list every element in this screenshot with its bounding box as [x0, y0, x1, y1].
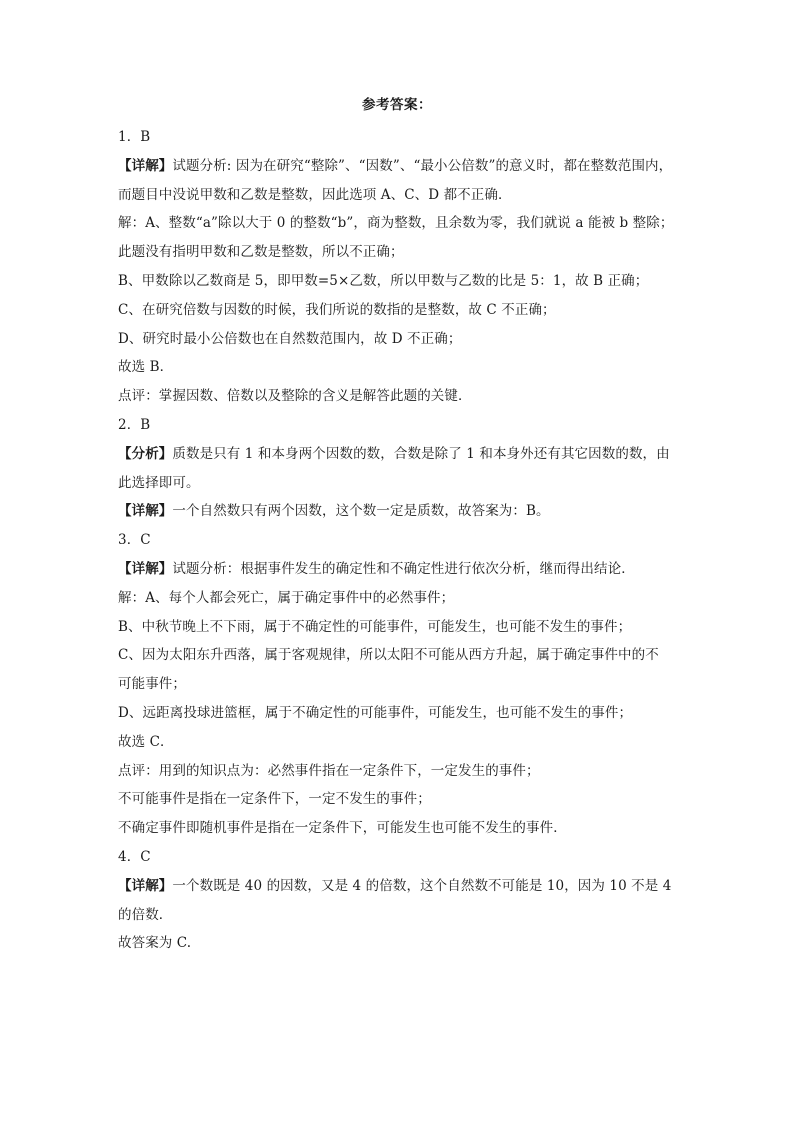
- answer-1-line: 而题目中没说甲数和乙数是整数，因此选项 A、C、D 都不正确．: [118, 186, 512, 203]
- detail-tag: 【详解】: [118, 877, 173, 894]
- answer-1-line: B、甲数除以乙数商是 5，即甲数=5×乙数，所以甲数与乙数的比是 5：1，故 B 正确；: [118, 272, 649, 289]
- answer-3-comment: 点评：用到的知识点为：必然事件指在一定条件下，一定发生的事件；: [118, 762, 540, 779]
- answer-1-line: 此题没有指明甲数和乙数是整数，所以不正确；: [118, 244, 404, 261]
- answer-1-line: C、在研究倍数与因数的时候，我们所说的数指的是整数，故 C 不正确；: [118, 301, 556, 318]
- answer-4-line: 的倍数．: [118, 906, 173, 923]
- answer-4-heading: 4．C: [118, 848, 151, 865]
- answer-3-line: 可能事件；: [118, 676, 186, 693]
- answer-2-detail-line: 【详解】一个自然数只有两个因数，这个数一定是质数，故答案为：B。: [118, 503, 550, 520]
- answer-2-analysis-line: 【分析】质数是只有 1 和本身两个因数的数，合数是除了 1 和本身外还有其它因数的数，由: [118, 445, 670, 462]
- answer-3-line: 不确定事件即随机事件是指在一定条件下，可能发生也可能不发生的事件．: [118, 820, 567, 837]
- answer-3-heading: 3．C: [118, 532, 151, 549]
- detail-tag: 【详解】: [118, 560, 173, 577]
- answer-3-line: D、远距离投球进篮框，属于不确定性的可能事件，可能发生，也可能不发生的事件；: [118, 704, 633, 721]
- answer-body: [118, 127, 676, 953]
- answer-3-line: 不可能事件是指在一定条件下，一定不发生的事件；: [118, 791, 431, 808]
- answer-4-line: 故答案为 C.: [118, 935, 192, 952]
- answer-3-line: 解：A、每个人都会死亡，属于确定事件中的必然事件；: [118, 589, 455, 606]
- detail-tag: 【详解】: [118, 157, 173, 174]
- answer-3-line: C、因为太阳东升西落，属于客观规律，所以太阳不可能从西方升起，属于确定事件中的不: [118, 647, 659, 664]
- answer-1-line: 解：A、整数“a”除以大于 0 的整数“b”，商为整数，且余数为零，我们就说 a 能被 b 整除；: [118, 215, 674, 232]
- answer-1-line: D、研究时最小公倍数也在自然数范围内，故 D 不正确；: [118, 330, 462, 347]
- page-title: 参考答案：: [362, 97, 432, 113]
- answer-2-line: 此选择即可。: [118, 474, 200, 491]
- answer-1-detail-line: 【详解】试题分析: 因为在研究“整除”、“因数”、“最小公倍数”的意义时，都在整数范围内，: [118, 157, 673, 174]
- answer-3-detail-line: 【详解】试题分析：根据事件发生的确定性和不确定性进行依次分析，继而得出结论．: [118, 560, 635, 577]
- detail-tag: 【详解】: [118, 503, 173, 520]
- answer-4-detail-line: 【详解】一个数既是 40 的因数，又是 4 的倍数，这个自然数不可能是 10，因为 10 不是 4: [118, 877, 672, 894]
- answer-2-heading: 2．B: [118, 416, 151, 433]
- analysis-tag: 【分析】: [118, 445, 173, 462]
- answer-1-heading: 1．B: [118, 129, 151, 145]
- answer-1-comment: 点评：掌握因数、倍数以及整除的含义是解答此题的关键．: [118, 388, 472, 405]
- answer-3-line: 故选 C．: [118, 733, 174, 750]
- answer-3-line: B、中秋节晚上不下雨，属于不确定性的可能事件，可能发生，也可能不发生的事件；: [118, 618, 632, 635]
- answer-1-line: 故选 B．: [118, 359, 174, 376]
